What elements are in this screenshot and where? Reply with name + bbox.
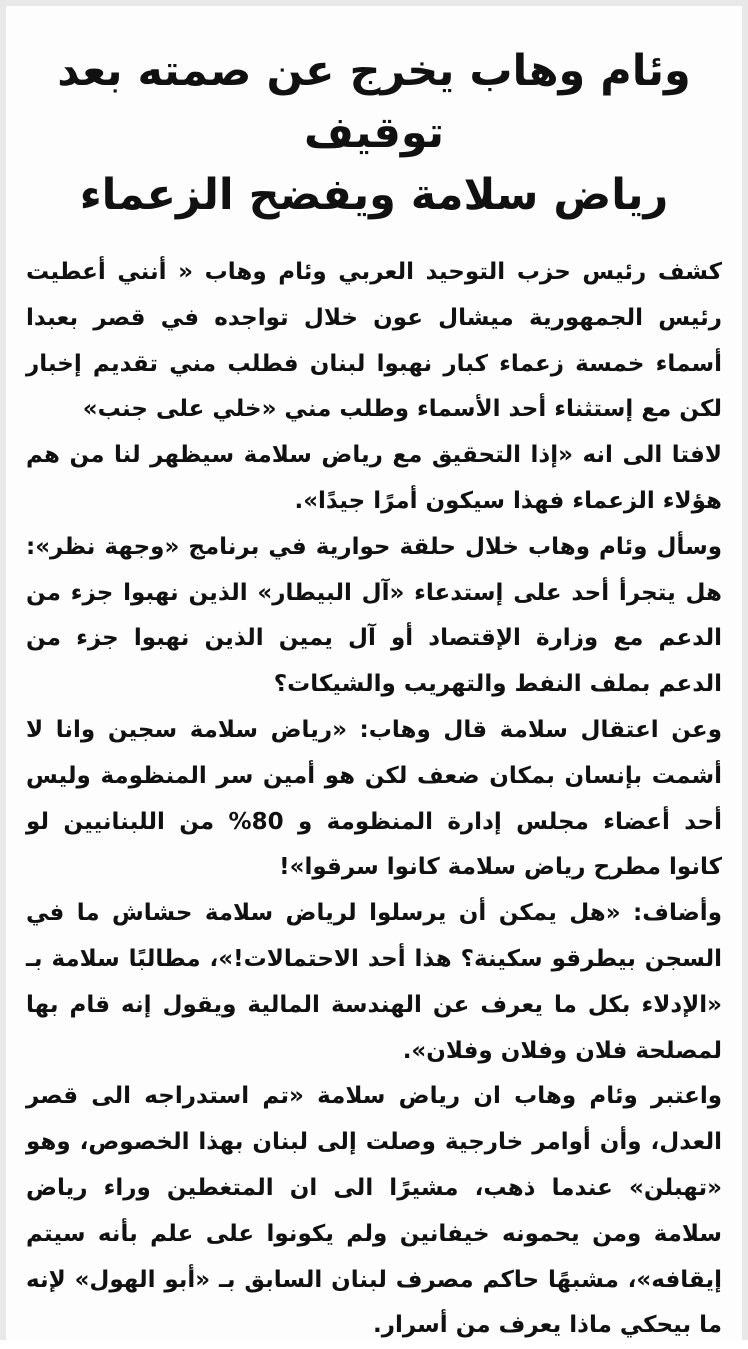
paragraph-5: وأضاف: «هل يمكن أن يرسلوا لرياض سلامة حشاش ما في السجن بيطرقو سكينة؟ هذا أحد الاحتمالات!»، مطالبًا سلامة بـ «الإدلاء بكل ما يعرف عن الهندسة المالية ويقول إنه قام بها لمصلحة فلان وفلان وفلان». [26,900,722,1064]
paragraph-1: كشف رئيس حزب التوحيد العربي وئام وهاب « أنني أعطيت رئيس الجمهورية ميشال عون خلال تواجده في قصر بعبدا أسماء خمسة زعماء كبار نهبوا لبنان فطلب مني تقديم إخبار لكن مع إستثناء أحد الأسماء وطلب مني «خلي على جنب» [26,259,722,423]
paragraph-4: وعن اعتقال سلامة قال وهاب: «رياض سلامة سجين وانا لا أشمت بإنسان بمكان ضعف لكن هو أمين سر المنظومة وليس أحد أعضاء مجلس إدارة المنظومة و 80% من اللبنانيين لو كانوا مطرح رياض سلامة كانوا سرقوا»! [26,716,722,881]
paragraph-2: لافتا الى انه «إذا التحقيق مع رياض سلامة سيظهر لنا من هم هؤلاء الزعماء فهذا سيكون أمرًا جيدًا». [26,442,722,514]
article-body [26,250,722,1349]
paragraph-3: وسأل وئام وهاب خلال حلقة حوارية في برنامج «وجهة نظر»: هل يتجرأ أحد على إستدعاء «آل البيطار» الذين نهبوا جزء من الدعم مع وزارة الإقتصاد أو آل يمين الذين نهبوا جزء من الدعم بملف النفط والتهريب والشيكات؟ [26,533,722,698]
paragraph-6: واعتبر وئام وهاب ان رياض سلامة «تم استدراجه الى قصر العدل، وأن أوامر خارجية وصلت إلى لبنان بهذا الخصوص، وهو «تهبلن» عندما ذهب، مشيرًا الى ان المتغطين وراء رياض سلامة ومن يحمونه خيفانين ولم يكونوا على علم بأنه سيتم إيقافه»، مشبهًا حاكم مصرف لبنان السابق بـ «أبو الهول» لإنه ما بيحكي ماذا يعرف من أسرار. [26,1083,722,1339]
headline-line-1: وئام وهاب يخرج عن صمته بعد توقيف [57,46,691,158]
headline-line-2: رياض سلامة ويفضح الزعماء [79,170,669,220]
article-headline [20,40,728,226]
